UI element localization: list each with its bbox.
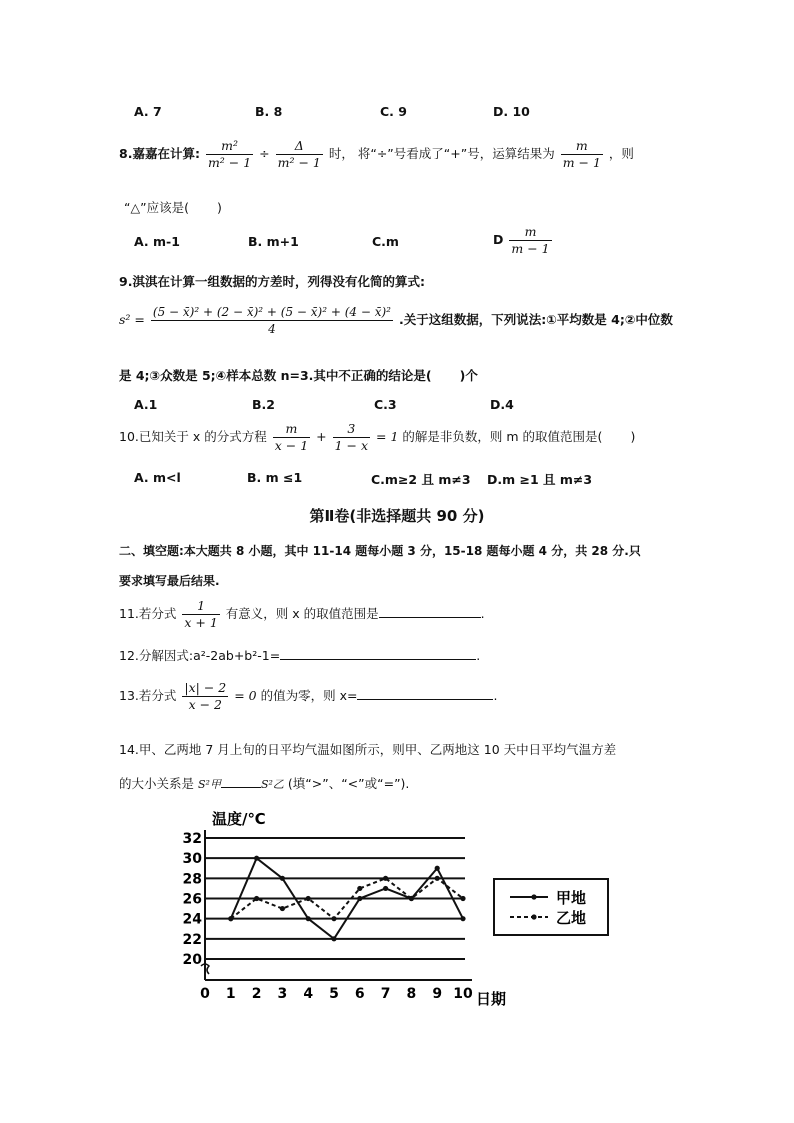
q7-option-b: B. 8	[255, 104, 283, 119]
data-point	[331, 916, 336, 921]
data-point	[357, 896, 362, 901]
q11-answer-blank[interactable]	[379, 617, 481, 618]
q8-option-d-fraction: $\frac{m}{m - 1}$	[511, 224, 550, 256]
q9-after-formula: .关于这组数据，下列说法:①平均数是 4;②中位数	[398, 312, 673, 327]
q8-suffix: ，则	[608, 146, 634, 161]
q9-line-1: 9.淇淇在计算一组数据的方差时，列得没有化简的算式:	[119, 274, 425, 289]
q9-option-b: B.2	[252, 397, 275, 412]
x-tick-label: 8	[406, 986, 417, 1002]
data-point	[280, 906, 285, 911]
q13-fraction: $\frac{|x| - 2}{x - 2}$	[184, 680, 227, 712]
temperature-line-chart	[0, 800, 794, 1020]
data-point	[306, 896, 311, 901]
legend-box	[494, 879, 608, 935]
x-tick-label: 4	[303, 986, 314, 1002]
data-point	[435, 866, 440, 871]
q8-option-a: A. m-1	[134, 234, 180, 249]
x-tick-label: 3	[277, 986, 288, 1002]
q11-fraction: $\frac{1}{x + 1}$	[184, 598, 218, 630]
data-point	[409, 896, 414, 901]
x-tick-label: 6	[354, 986, 365, 1002]
q7-option-d: D. 10	[493, 104, 530, 119]
legend-marker	[531, 894, 536, 899]
q8-option-b: B. m+1	[248, 234, 299, 249]
y-tick-label: 24	[182, 911, 202, 928]
q13-answer-blank[interactable]	[357, 699, 493, 700]
q9-variance-fraction: $\frac{\text{(5 − x̄)² + (2 − x̄)² + (5 − x̄)² + (4 − x̄)²}}{4}$	[152, 305, 391, 336]
q12-answer-blank[interactable]	[280, 659, 476, 660]
q14-line-2: 的大小关系是 S²甲 S²乙 (填“>”、“<”或“=”).	[119, 776, 410, 791]
q10-fraction-2: $\frac{3}{1 - x}$	[334, 421, 369, 453]
data-point	[383, 886, 388, 891]
x-tick-label: 7	[380, 986, 391, 1002]
q14-line-1: 14.甲、乙两地 7 月上旬的日平均气温如图所示，则甲、乙两地这 10 天中日平均气温方差	[119, 742, 617, 757]
q7-option-a: A. 7	[134, 104, 162, 119]
question-11: 11.若分式 $\frac{1}{x + 1}$ 有意义，则 x 的取值范围是 .	[119, 598, 485, 630]
section-intro-2: 要求填写最后结果.	[119, 574, 220, 588]
data-point	[383, 876, 388, 881]
data-point	[254, 856, 259, 861]
section-title: 第Ⅱ卷(非选择题共 90 分)	[309, 507, 485, 525]
question-10: 10.已知关于 x 的分式方程 $\frac{m}{x - 1}$ + $\frac{3}{1 - x}$ = 1 的解是非负数，则 m 的取值范围是( )	[119, 421, 636, 453]
q8-line-2: “△”应该是( )	[124, 200, 222, 215]
data-point	[280, 876, 285, 881]
x-tick-label: 10	[453, 986, 473, 1002]
legend-label: 乙地	[556, 909, 587, 927]
data-point	[254, 896, 259, 901]
x-tick-label: 9	[432, 986, 443, 1002]
y-tick-label: 20	[182, 952, 202, 968]
legend-marker	[531, 914, 536, 919]
q9-option-c: C.3	[374, 397, 397, 412]
q8-fraction-3: $\frac{m}{m - 1}$	[562, 138, 601, 170]
q9-line-3: 是 4;③众数是 5;④样本总数 n=3.其中不正确的结论是( )个	[119, 368, 478, 383]
y-tick-label: 28	[182, 871, 202, 888]
chart-y-axis-title: 温度/℃	[212, 810, 266, 828]
q8-divide: ÷	[259, 146, 270, 161]
chart-x-axis-title: 日期	[476, 990, 507, 1008]
data-point	[357, 886, 362, 891]
q9-option-d: D.4	[490, 397, 514, 412]
x-tick-label: 5	[329, 986, 339, 1002]
q8-option-d: D $\frac{m}{m - 1}$	[493, 224, 550, 256]
s-jia: S²甲	[198, 778, 221, 791]
question-8	[119, 138, 634, 171]
q10-fraction-1: $\frac{m}{x - 1}$	[274, 421, 309, 453]
data-point	[460, 916, 465, 921]
q8-fraction-1: $\frac{\text{m²}}{\text{m² − 1}}$	[207, 138, 252, 170]
q14-answer-blank[interactable]	[221, 787, 261, 788]
q10-option-b: B. m ≤1	[247, 470, 303, 485]
y-tick-label: 32	[182, 831, 202, 847]
q10-option-a: A. m<l	[134, 470, 181, 485]
x-tick-label: 1	[225, 986, 236, 1002]
x-tick-label: 0	[200, 986, 210, 1002]
data-point	[228, 916, 233, 921]
data-point	[435, 876, 440, 881]
q8-fraction-2: $\frac{\Delta}{\text{m² − 1}}$	[277, 138, 321, 170]
section-intro-1: 二、填空题:本大题共 8 小题，其中 11-14 题每小题 3 分，15-18 题每小题 4 分，共 28 分.只	[119, 544, 641, 558]
q8-prefix: 8.嘉嘉在计算:	[119, 146, 200, 161]
y-tick-label: 30	[182, 851, 202, 868]
data-point	[460, 896, 465, 901]
q9-formula: s² = $\frac{\text{(5 − x̄)² + (2 − x̄)² + (5 − x̄)² + (4 − x̄)²}}{4}$ .关于这组数据，下列说法:①平均数是 4;②中位数	[119, 305, 673, 336]
legend-label: 甲地	[556, 889, 587, 907]
question-13: 13.若分式 $\frac{|x| - 2}{x - 2}$ = 0 的值为零，则 x= .	[119, 680, 498, 712]
q9-option-a: A.1	[134, 397, 158, 412]
y-tick-label: 22	[182, 931, 202, 948]
x-tick-label: 2	[251, 986, 262, 1002]
q8-option-c: C.m	[372, 234, 399, 249]
s-yi: S²乙	[260, 778, 284, 791]
y-tick-label: 26	[182, 891, 202, 908]
q10-option-c: C.m≥2 且 m≠3	[371, 472, 471, 487]
q10-option-d: D.m ≥1 且 m≠3	[487, 472, 593, 487]
q8-middle-text: 时， 将“÷”号看成了“+”号，运算结果为	[328, 146, 555, 161]
data-point	[306, 916, 311, 921]
question-12: 12.分解因式:a²-2ab+b²-1= .	[119, 648, 481, 663]
data-point	[331, 936, 336, 941]
q7-option-c: C. 9	[380, 104, 407, 119]
